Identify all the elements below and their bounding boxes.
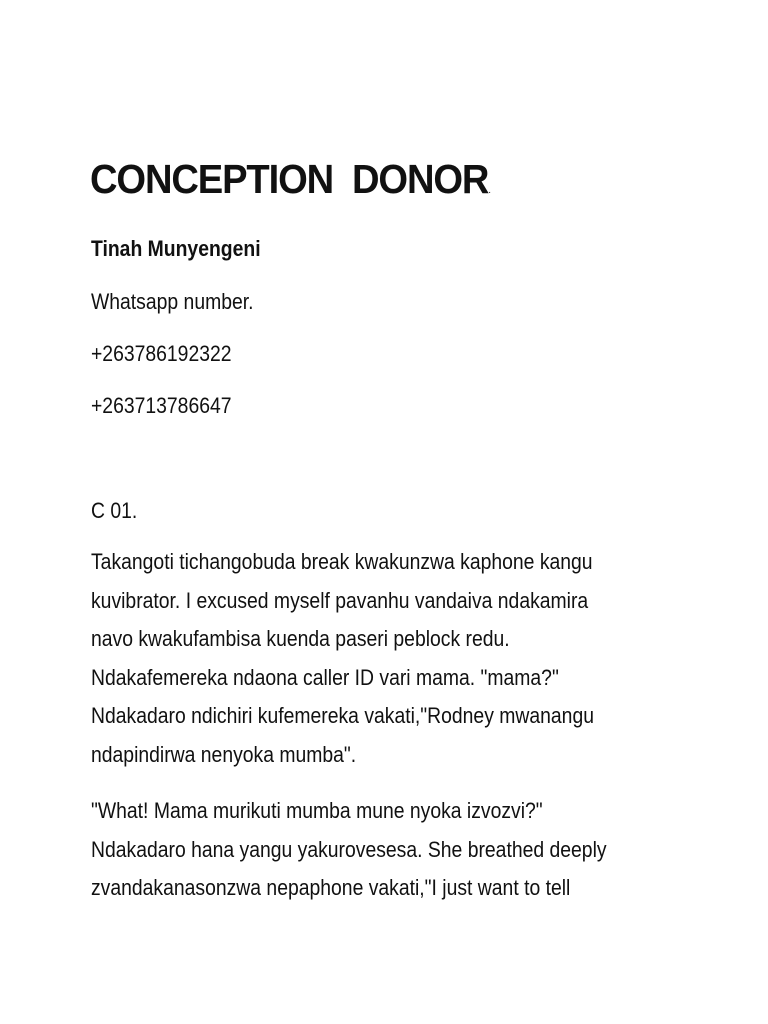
paragraph-line: kuvibrator. I excused myself pavanhu vandaiva ndakamira [91, 587, 589, 613]
paragraph-line: zvandakanasonzwa nepaphone vakati,"I just want to tell [91, 875, 571, 901]
title-text: CONCEPTION DONOR [90, 156, 489, 202]
author-name: Tinah Munyengeni [91, 236, 261, 261]
paragraph-line: Ndakadaro hana yangu yakurovesesa. She breathed deeply [91, 836, 607, 862]
paragraph-line: navo kwakufambisa kuenda paseri peblock redu. [91, 626, 510, 652]
paragraph-line: "What! Mama murikuti mumba mune nyoka izvozvi?" [91, 798, 543, 823]
paragraph-1 [91, 543, 768, 775]
paragraph-line: Takangoti tichangobuda break kwakunzwa kaphone kangu [91, 549, 593, 574]
paragraph-line: Ndakafemereka ndaona caller ID vari mama. "mama?" [91, 664, 559, 690]
chapter-heading: C 01. [91, 498, 138, 523]
phone-number-1: +263786192322 [91, 341, 232, 366]
contact-label: Whatsapp number. [91, 289, 254, 314]
phone-number-2: +263713786647 [91, 393, 232, 418]
paragraph-line: Ndakadaro ndichiri kufemereka vakati,"Rodney mwanangu [91, 703, 594, 729]
title-suffix: . [488, 185, 491, 196]
paragraph-line: ndapindirwa nenyoka mumba". [91, 741, 357, 767]
document-title [90, 152, 491, 218]
paragraph-2 [91, 792, 768, 908]
